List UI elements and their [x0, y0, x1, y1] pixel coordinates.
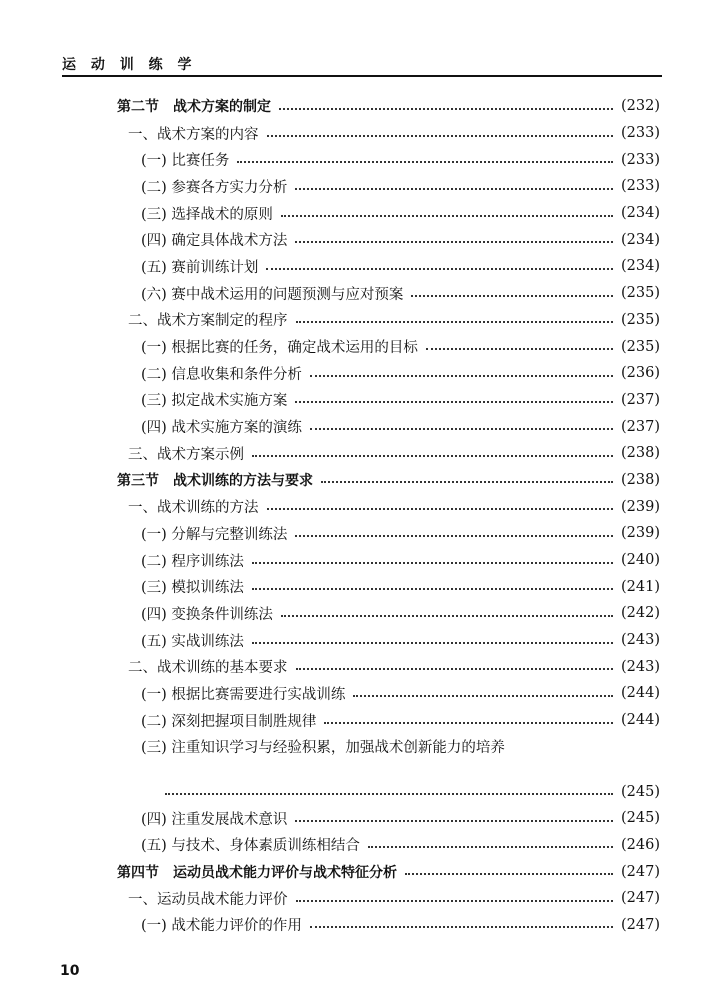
toc-title: 二、战术训练的基本要求	[128, 660, 288, 677]
table-of-contents	[0, 93, 725, 938]
dot-leader	[324, 721, 613, 724]
toc-page: (239)	[621, 525, 660, 542]
toc-title: (四) 注重发展战术意识	[141, 811, 288, 828]
toc-title: (六) 赛中战术运用的问题预测与应对预案	[141, 286, 404, 303]
toc-title: 一、运动员战术能力评价	[128, 891, 288, 908]
toc-entry	[0, 387, 725, 414]
toc-page: (246)	[621, 836, 660, 853]
toc-page: (243)	[621, 658, 660, 675]
dot-leader	[405, 872, 613, 875]
dot-leader	[368, 845, 613, 848]
dot-leader	[252, 587, 613, 590]
toc-title: (一) 根据比赛需要进行实战训练	[141, 686, 346, 703]
toc-entry-wrapped-title	[0, 734, 725, 761]
dot-leader	[279, 107, 613, 110]
toc-entry	[0, 146, 725, 173]
toc-entry	[0, 885, 725, 912]
toc-page: (244)	[621, 685, 660, 702]
toc-page: (247)	[621, 916, 660, 933]
page-number: 10	[60, 963, 80, 979]
dot-leader	[296, 667, 614, 670]
toc-entry	[0, 573, 725, 600]
toc-page: (233)	[621, 125, 660, 142]
toc-entry	[0, 120, 725, 147]
toc-title: 一、战术训练的方法	[128, 500, 259, 517]
toc-title: (二) 参赛各方实力分析	[141, 179, 288, 196]
toc-page: (247)	[621, 863, 660, 880]
dot-leader	[267, 134, 614, 137]
toc-page: (235)	[621, 311, 660, 328]
toc-entry-section-3	[0, 467, 725, 494]
toc-entry	[0, 360, 725, 387]
toc-entry	[0, 653, 725, 680]
toc-title: (三) 模拟训练法	[141, 580, 244, 597]
toc-entry-section-4	[0, 858, 725, 885]
toc-page: (236)	[621, 365, 660, 382]
toc-entry	[0, 493, 725, 520]
toc-title: (三) 选择战术的原则	[141, 206, 273, 223]
toc-title: (五) 实战训练法	[141, 633, 244, 650]
dot-leader	[296, 899, 614, 902]
toc-title: 第三节 战术训练的方法与要求	[117, 472, 313, 489]
toc-entry	[0, 680, 725, 707]
toc-page: (247)	[621, 890, 660, 907]
dot-leader	[295, 400, 613, 403]
toc-entry	[0, 253, 725, 280]
toc-page: (233)	[621, 151, 660, 168]
dot-leader	[295, 240, 613, 243]
dot-leader	[281, 614, 613, 617]
dot-leader	[411, 294, 613, 297]
toc-entry	[0, 173, 725, 200]
toc-entry	[0, 600, 725, 627]
toc-page: (242)	[621, 605, 660, 622]
toc-title: (五) 与技术、身体素质训练相结合	[141, 838, 360, 855]
toc-page: (239)	[621, 498, 660, 515]
toc-title: (二) 程序训练法	[141, 553, 244, 570]
toc-title: 第二节 战术方案的制定	[117, 99, 271, 116]
toc-title: (一) 战术能力评价的作用	[141, 918, 302, 935]
toc-entry	[0, 707, 725, 734]
toc-page: (237)	[621, 418, 660, 435]
dot-leader	[310, 427, 613, 430]
dot-leader	[267, 507, 614, 510]
toc-page: (234)	[621, 205, 660, 222]
dot-leader	[295, 534, 613, 537]
toc-title: (一) 根据比赛的任务，确定战术运用的目标	[141, 340, 418, 357]
toc-entry	[0, 226, 725, 253]
toc-page: (233)	[621, 178, 660, 195]
toc-entry	[0, 413, 725, 440]
toc-title: (三) 注重知识学习与经验积累，加强战术创新能力的培养	[141, 740, 505, 757]
toc-title: (二) 深刻把握项目制胜规律	[141, 713, 317, 730]
toc-page: (238)	[621, 445, 660, 462]
dot-leader	[165, 792, 613, 795]
toc-title: (四) 战术实施方案的演练	[141, 420, 302, 437]
toc-title: (一) 分解与完整训练法	[141, 526, 288, 543]
dot-leader	[310, 374, 613, 377]
dot-leader	[281, 214, 613, 217]
toc-entry	[0, 520, 725, 547]
toc-title: (五) 赛前训练计划	[141, 259, 259, 276]
dot-leader	[295, 187, 613, 190]
wrap-gap	[0, 760, 725, 778]
toc-page: (240)	[621, 552, 660, 569]
toc-title: 一、战术方案的内容	[128, 126, 259, 143]
toc-page: (245)	[621, 783, 660, 800]
toc-title: 三、战术方案示例	[128, 446, 244, 463]
toc-title: (二) 信息收集和条件分析	[141, 366, 302, 383]
dot-leader	[353, 694, 613, 697]
toc-title: (一) 比赛任务	[141, 153, 230, 170]
toc-entry	[0, 280, 725, 307]
toc-entry-section-2	[0, 93, 725, 120]
toc-title: (三) 拟定战术实施方案	[141, 393, 288, 410]
toc-entry-wrapped-leader	[0, 778, 725, 805]
toc-entry	[0, 440, 725, 467]
toc-entry	[0, 547, 725, 574]
toc-title: (四) 变换条件训练法	[141, 606, 273, 623]
toc-page: (235)	[621, 285, 660, 302]
toc-entry	[0, 627, 725, 654]
dot-leader	[252, 641, 613, 644]
dot-leader	[426, 347, 613, 350]
toc-page: (232)	[621, 98, 660, 115]
toc-title: 第四节 运动员战术能力评价与战术特征分析	[117, 864, 397, 881]
toc-entry	[0, 832, 725, 859]
toc-entry	[0, 307, 725, 334]
toc-title: 二、战术方案制定的程序	[128, 313, 288, 330]
dot-leader	[252, 561, 613, 564]
dot-leader	[237, 160, 613, 163]
running-head: 运 动 训 练 学	[62, 57, 197, 73]
dot-leader	[266, 267, 613, 270]
toc-page: (245)	[621, 810, 660, 827]
toc-page: (234)	[621, 231, 660, 248]
dot-leader	[296, 320, 614, 323]
dot-leader	[310, 925, 613, 928]
toc-page: (234)	[621, 258, 660, 275]
toc-entry	[0, 333, 725, 360]
dot-leader	[321, 480, 613, 483]
dot-leader	[252, 454, 613, 457]
toc-title: (四) 确定具体战术方法	[141, 233, 288, 250]
toc-page: (243)	[621, 632, 660, 649]
toc-page: (241)	[621, 578, 660, 595]
toc-entry	[0, 805, 725, 832]
toc-page: (235)	[621, 338, 660, 355]
toc-page: (238)	[621, 471, 660, 488]
toc-page: (244)	[621, 712, 660, 729]
dot-leader	[295, 819, 613, 822]
header-rule	[62, 75, 662, 77]
toc-entry	[0, 200, 725, 227]
toc-page: (237)	[621, 391, 660, 408]
toc-entry	[0, 912, 725, 939]
